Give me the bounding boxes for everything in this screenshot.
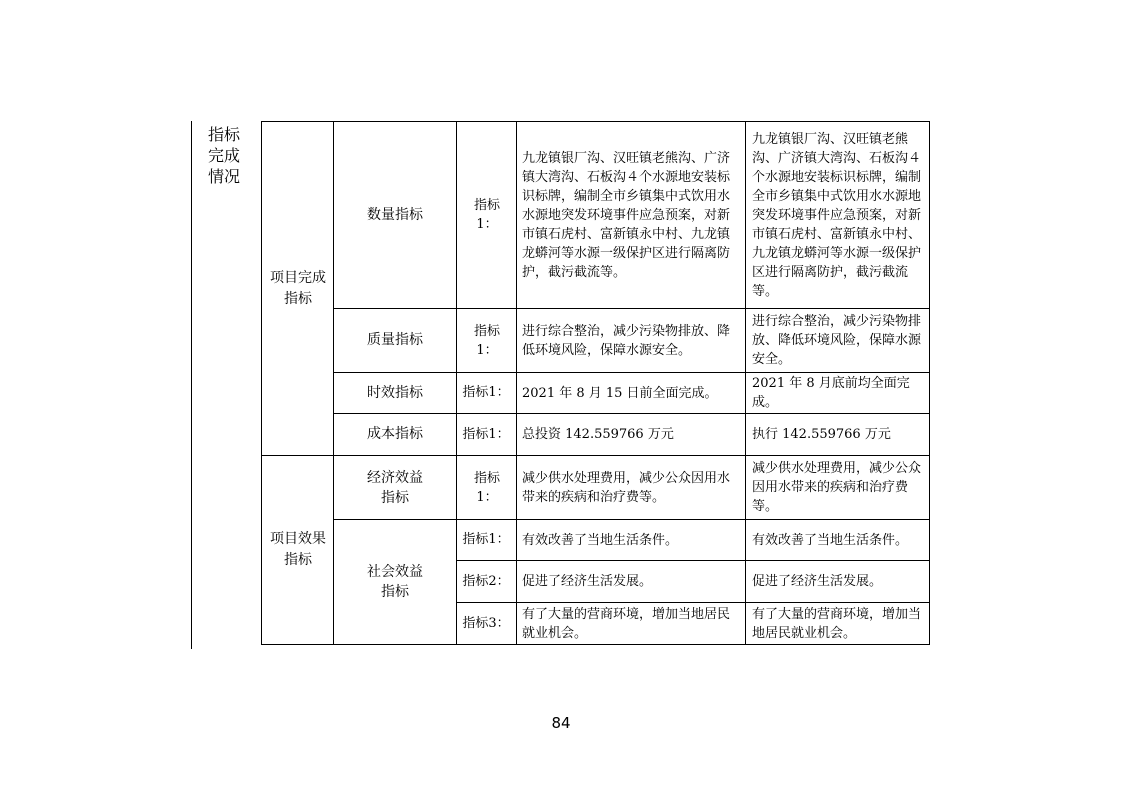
grid-line — [261, 644, 930, 645]
actual-value: 执行 142.559766 万元 — [752, 427, 891, 442]
target-value: 减少供水处理费用，减少公众因用水带来的疾病和治疗费等。 — [522, 470, 731, 505]
group-label-effect: 项目效果指标 — [270, 531, 326, 568]
target-value: 有了大量的营商环境，增加当地居民就业机会。 — [522, 606, 731, 641]
target-value: 2021 年 8 月 15 日前全面完成。 — [522, 385, 718, 401]
actual-value: 有效改善了当地生活条件。 — [752, 532, 909, 548]
indicator-label: 指标1： — [462, 532, 510, 547]
target-value: 九龙镇银厂沟、汉旺镇老熊沟、广济镇大湾沟、石板沟４个水源地安装标识标牌，编制全市乡镇集中式饮用水水源地突发环境事件应急预案，对新市镇石虎村、富新镇永中村、九龙镇龙蟒河等水源一级保护区进行隔离防护，截污截流等。 — [522, 150, 731, 280]
indicator-label: 指标1： — [473, 470, 500, 505]
indicator-label: 指标1： — [462, 385, 510, 400]
category-quantity: 数量指标 — [367, 206, 423, 223]
category-cost: 成本指标 — [367, 426, 423, 442]
grid-line — [191, 121, 192, 649]
grid-line — [261, 121, 262, 645]
target-value: 促进了经济生活发展。 — [522, 574, 653, 589]
actual-value: 2021 年 8 月底前均全面完成。 — [752, 376, 910, 410]
actual-value: 促进了经济生活发展。 — [752, 574, 883, 589]
page-number: 84 — [551, 714, 571, 732]
category-timeliness: 时效指标 — [367, 384, 423, 401]
group-label-completion: 项目完成指标 — [270, 269, 326, 307]
section-label: 指标完成情况 — [208, 125, 241, 186]
grid-line — [929, 121, 930, 645]
indicator-label: 指标1： — [473, 198, 500, 232]
actual-value: 有了大量的营商环境，增加当地居民就业机会。 — [752, 606, 922, 641]
indicator-label: 指标1： — [473, 323, 500, 358]
indicator-label: 指标2： — [462, 573, 510, 589]
actual-value: 进行综合整治，减少污染物排放、降低环境风险，保障水源安全。 — [752, 314, 922, 367]
category-quality: 质量指标 — [367, 332, 423, 348]
category-social: 社会效益指标 — [367, 564, 423, 600]
actual-value: 减少供水处理费用，减少公众因用水带来的疾病和治疗费等。 — [752, 461, 922, 514]
grid-line — [745, 121, 746, 645]
target-value: 进行综合整治，减少污染物排放、降低环境风险，保障水源安全。 — [522, 323, 731, 358]
target-value: 有效改善了当地生活条件。 — [522, 532, 679, 548]
target-value: 总投资 142.559766 万元 — [522, 427, 674, 442]
actual-value: 九龙镇银厂沟、汉旺镇老熊沟、广济镇大湾沟、石板沟４个水源地安装标识标牌，编制全市乡镇集中式饮用水水源地突发环境事件应急预案，对新市镇石虎村、富新镇永中村、九龙镇龙蟒河等水源一级保护区进行隔离防护，截污截流等。 — [752, 131, 922, 299]
indicator-label: 指标1： — [462, 426, 510, 442]
category-economic: 经济效益指标 — [367, 469, 423, 506]
grid-line — [456, 121, 457, 645]
indicator-label: 指标3： — [462, 615, 510, 631]
grid-line — [516, 121, 517, 645]
